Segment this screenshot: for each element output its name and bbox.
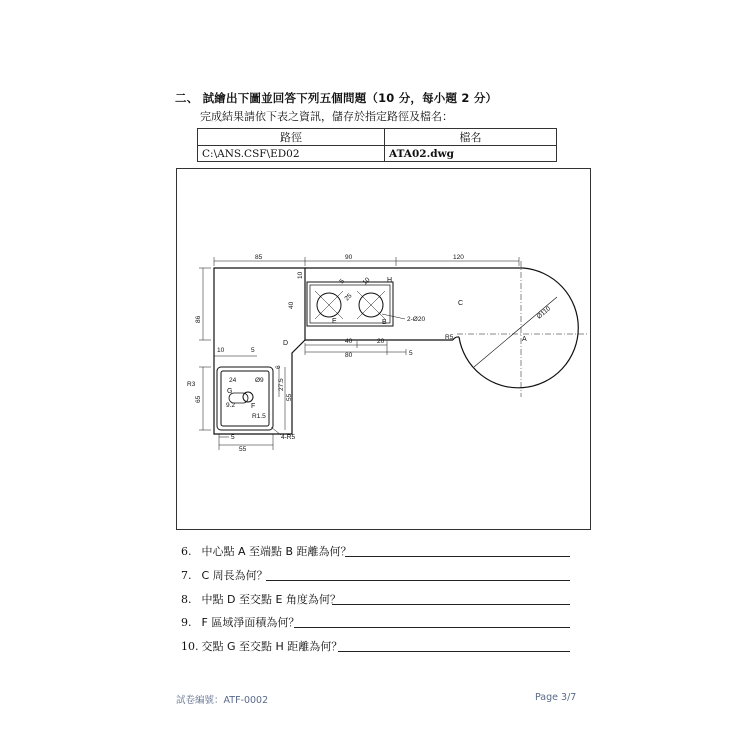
path-value: C:\ANS.CSF\ED02 [198, 146, 385, 162]
dim-5-low: 5 [251, 347, 255, 354]
drawing-annotations [177, 169, 592, 531]
dim-holes: 2-Ø20 [407, 316, 426, 323]
drawing-frame [176, 168, 591, 530]
answer-line-8[interactable] [332, 604, 570, 605]
dim-5-bottom: 5 [231, 434, 235, 441]
dim-r3: R3 [187, 381, 196, 388]
answer-line-10[interactable] [338, 651, 570, 652]
label-e: E [332, 318, 337, 325]
table-header-row [198, 129, 557, 146]
instruction-text: 完成結果請依下表之資訊，儲存於指定路徑及檔名： [200, 110, 453, 123]
dim-27-5: 27.5 [278, 378, 285, 391]
label-g: G [227, 388, 233, 395]
question-number: 8. [181, 593, 192, 606]
path-filename-table [197, 128, 557, 162]
dim-dia9: Ø9 [255, 377, 264, 384]
label-d: D [283, 340, 289, 347]
dim-86: 86 [195, 315, 202, 323]
exam-code: 試卷編號：ATF-0002 [176, 695, 269, 706]
question-text: C 周長為何？ [201, 569, 268, 582]
question-6 [181, 543, 352, 559]
dim-40: 40 [345, 338, 353, 345]
dim-85: 85 [255, 254, 263, 261]
label-a: A [522, 336, 527, 343]
dim-10-low: 10 [217, 347, 225, 354]
path-header: 路徑 [198, 129, 385, 146]
dim-6: 6 [275, 365, 282, 369]
dim-90: 90 [345, 254, 353, 261]
dim-55-vertical: 55 [286, 393, 293, 401]
dim-9-2: 9.2 [226, 402, 236, 409]
dim-80: 80 [345, 352, 353, 359]
dim-10-diag: 10 [361, 276, 372, 287]
label-b: B [382, 319, 387, 326]
dim-20: 20 [377, 338, 385, 345]
answer-line-6[interactable] [345, 556, 570, 557]
dim-5-diag: 5 [338, 277, 346, 286]
question-text: 中點 D 至交點 E 角度為何？ [201, 593, 341, 606]
answer-line-7[interactable] [266, 580, 570, 581]
dim-65: 65 [195, 395, 202, 403]
filename-header: 檔名 [385, 129, 557, 146]
question-7 [181, 567, 268, 583]
dim-24: 24 [229, 377, 237, 384]
dim-dia110: Ø110 [535, 305, 553, 321]
dim-10-vertical: 10 [297, 271, 304, 279]
dim-40-vertical: 40 [288, 301, 295, 309]
answer-line-9[interactable] [294, 627, 570, 628]
question-text: 交點 G 至交點 H 距離為何？ [201, 640, 343, 653]
question-text: 中心點 A 至端點 B 距離為何？ [201, 545, 352, 558]
dim-r1-5: R1.5 [252, 413, 266, 420]
question-number: 9. [181, 616, 192, 629]
filename-value: ATA02.dwg [385, 146, 557, 162]
page-number: Page 3/7 [535, 692, 577, 703]
dim-5-mid: 5 [409, 350, 413, 357]
section-heading: 二、 試繪出下圖並回答下列五個問題（10 分，每小題 2 分） [175, 91, 498, 105]
question-number: 10. [181, 640, 199, 653]
question-8 [181, 591, 341, 607]
question-text: F 區域淨面積為何？ [201, 616, 300, 629]
label-h: H [387, 277, 393, 284]
table-row [198, 146, 557, 162]
dim-25-diag: 25 [343, 292, 354, 303]
question-number: 7. [181, 569, 192, 582]
dim-120: 120 [453, 254, 464, 261]
dim-4-r5: 4-R5 [281, 434, 296, 441]
question-10 [181, 638, 342, 654]
dim-55-bottom: 55 [239, 446, 247, 453]
question-9 [181, 614, 299, 630]
label-f: F [251, 403, 256, 410]
dim-r5: R5 [445, 334, 454, 341]
question-number: 6. [181, 545, 192, 558]
label-c: C [458, 300, 464, 307]
